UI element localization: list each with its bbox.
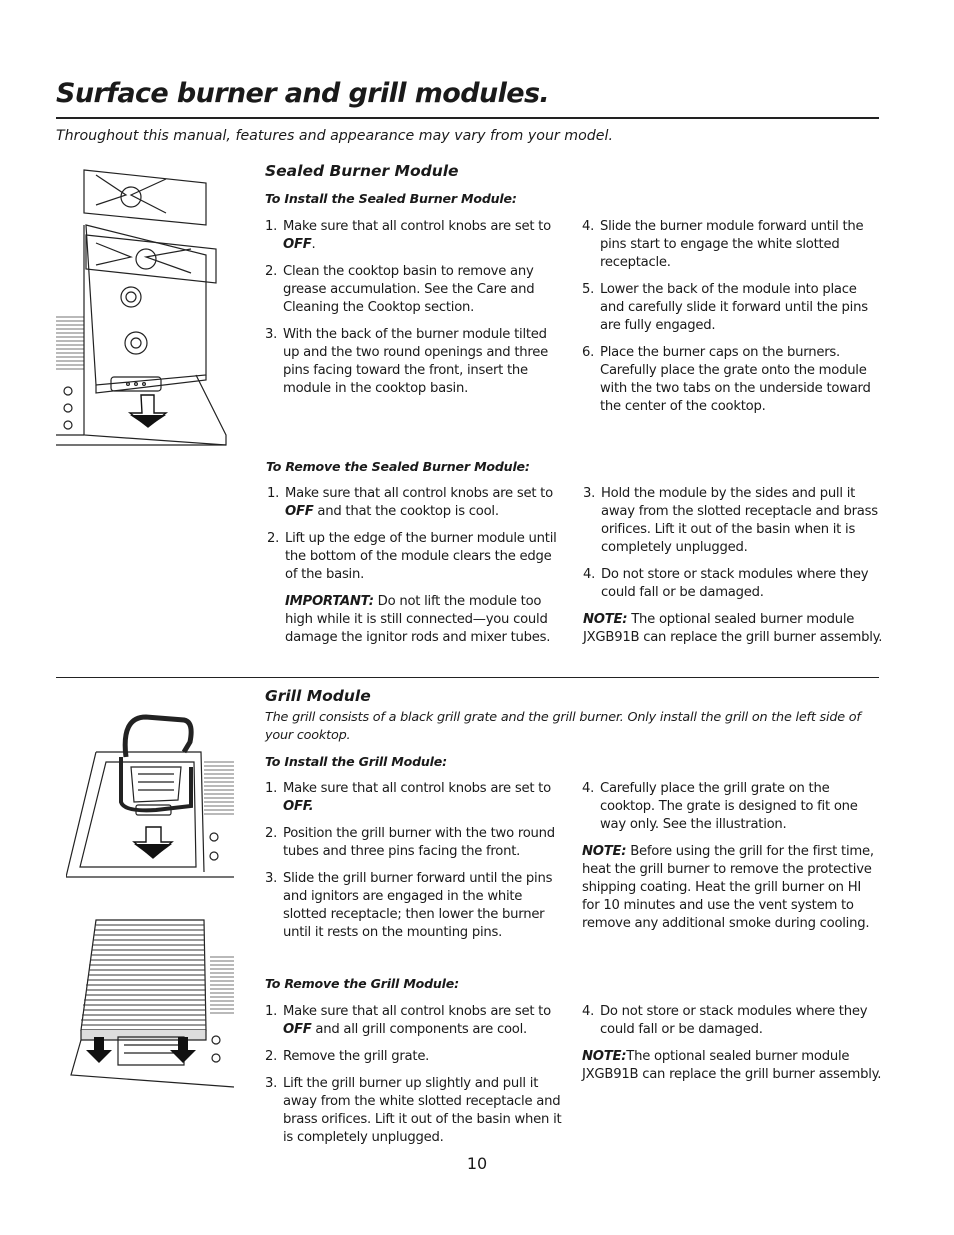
- grill-install-heading: To Install the Grill Module:: [265, 754, 447, 769]
- list-item: 4. Slide the burner module forward until the pins start to engage the white slotted receptacle.: [582, 219, 864, 270]
- grill-remove-col-1: [265, 1003, 567, 1156]
- grill-install-col-1: [265, 780, 567, 951]
- page-number: 10: [466, 1154, 488, 1173]
- list-item: 3. Slide the grill burner forward until the pins and ignitors are engaged in the white slotted receptacle; then lower the burner until it rests on the mounting pins.: [265, 871, 553, 940]
- section-divider: [56, 677, 879, 678]
- important-note: IMPORTANT: Do not lift the module too high while it is still connected—you could damage the ignitor rods and mixer tubes.: [285, 594, 551, 645]
- list-item: 2. Position the grill burner with the two round tubes and three pins facing the front.: [265, 826, 555, 859]
- counter-ridges: [56, 317, 84, 369]
- list-item: 2. Clean the cooktop basin to remove any grease accumulation. See the Care and Cleaning the Cooktop section.: [265, 264, 535, 315]
- title-rule: [56, 117, 879, 119]
- sealed-remove-note: NOTE: The optional sealed burner module JXGB91B can replace the grill burner assembly.: [583, 612, 883, 645]
- list-item: 1. Make sure that all control knobs are set to OFF.: [265, 781, 551, 814]
- down-arrow-icon: [86, 1037, 112, 1063]
- sealed-section-title: Sealed Burner Module: [265, 162, 459, 180]
- sealed-remove-col-1: [267, 485, 567, 656]
- sealed-remove-heading: To Remove the Sealed Burner Module:: [266, 459, 530, 474]
- list-item: 4. Do not store or stack modules where they could fall or be damaged.: [583, 567, 869, 600]
- grill-remove-col-2: [582, 1003, 882, 1093]
- page-subtitle: Throughout this manual, features and appearance may vary from your model.: [56, 128, 613, 144]
- grill-remove-heading: To Remove the Grill Module:: [265, 976, 459, 991]
- sealed-install-heading: To Install the Sealed Burner Module:: [265, 191, 517, 206]
- grill-install-col-2: [582, 780, 882, 942]
- down-arrow-icon: [170, 1037, 196, 1063]
- sealed-install-col-2: [582, 218, 882, 425]
- list-item: 3. Hold the module by the sides and pull it away from the slotted receptacle and brass orifices. Lift it out of the basin when it is completely unplugged.: [583, 486, 878, 555]
- sealed-remove-col-2: [583, 485, 883, 656]
- list-item: 1. Make sure that all control knobs are set to OFF and all grill components are cool.: [265, 1004, 551, 1037]
- list-item: 5. Lower the back of the module into place and carefully slide it forward until the pins are fully engaged.: [582, 282, 868, 333]
- page-title: Surface burner and grill modules.: [56, 78, 550, 109]
- sealed-burner-module-illustration: [56, 165, 231, 450]
- grill-remove-note: NOTE:The optional sealed burner module JXGB91B can replace the grill burner assembly.: [582, 1049, 882, 1082]
- list-item: 4. Carefully place the grill grate on the cooktop. The grate is designed to fit one way only. See the illustration.: [582, 781, 858, 832]
- list-item: 4. Do not store or stack modules where they could fall or be damaged.: [582, 1004, 868, 1037]
- list-item: 3. With the back of the burner module tilted up and the two round openings and three pins facing toward the front, insert the module in the cooktop basin.: [265, 327, 548, 396]
- list-item: 2. Lift up the edge of the burner module until the bottom of the module clears the edge of the basin.: [267, 531, 557, 582]
- list-item: 6. Place the burner caps on the burners. Carefully place the grate onto the module with the two tabs on the underside toward the center of the cooktop.: [582, 345, 871, 414]
- list-item: 2. Remove the grill grate.: [265, 1049, 430, 1064]
- grill-section-title: Grill Module: [265, 687, 371, 705]
- grill-intro: The grill consists of a black grill grate and the grill burner. Only install the grill on the left side of your cooktop.: [265, 710, 861, 743]
- grill-burner-install-illustration: [66, 712, 234, 890]
- grill-grate-illustration: [66, 915, 234, 1090]
- list-item: 1. Make sure that all control knobs are set to OFF and that the cooktop is cool.: [267, 486, 553, 519]
- list-item: 3. Lift the grill burner up slightly and pull it away from the white slotted receptacle and brass orifices. Lift it out of the basin when it is completely unplugged.: [265, 1076, 562, 1145]
- list-item: 1. Make sure that all control knobs are set to OFF.: [265, 219, 551, 252]
- grill-install-note: NOTE: Before using the grill for the first time, heat the grill burner to remove the protective shipping coating. Heat the grill burner on HI for 10 minutes and use the vent system to remove any additional smoke during cooling.: [582, 844, 874, 931]
- sealed-install-col-1: [265, 218, 565, 407]
